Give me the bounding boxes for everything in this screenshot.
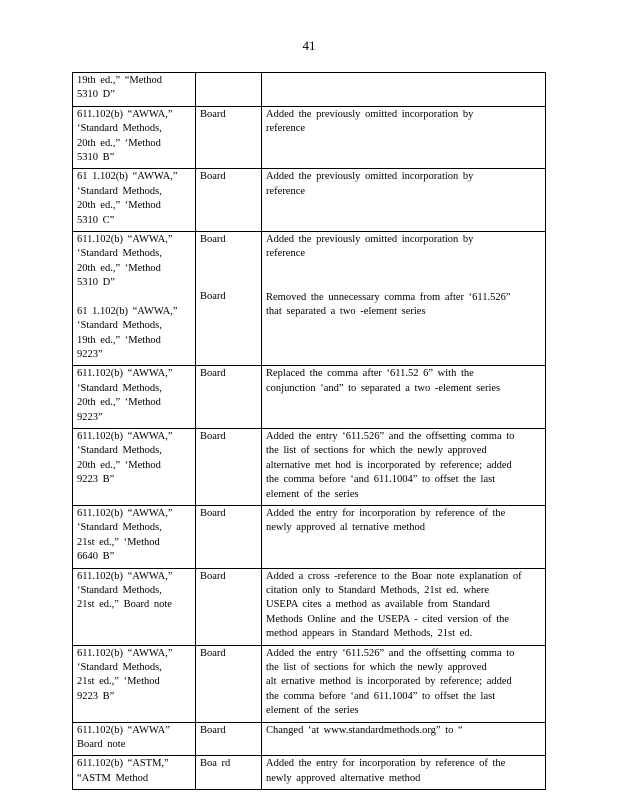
section-cell: 611.102(b) “ASTM,” “ASTM Method <box>73 756 196 790</box>
change-cell <box>262 232 546 366</box>
table-row <box>73 169 546 232</box>
table-row <box>73 722 546 756</box>
change-cell: Added the entry for incorporation by reference of the newly approved al ternative method <box>262 505 546 568</box>
table-row <box>73 568 546 645</box>
agency-cell: Board <box>196 505 262 568</box>
change-text: Added the previously omitted incorporation by reference <box>266 234 474 260</box>
table-row <box>73 645 546 722</box>
agency-cell: Board <box>196 568 262 645</box>
agency-cell <box>196 73 262 107</box>
table-row <box>73 505 546 568</box>
changes-table <box>72 72 546 790</box>
section-cell: 611.102(b) “AWWA,” ‘Standard Methods, 20th ed.,” ‘Method 9223 B” <box>73 428 196 505</box>
change-cell: Added the entry for incorporation by reference of the newly approved alternative method <box>262 756 546 790</box>
agency-text: Board <box>200 234 226 246</box>
section-cell: 611.102(b) “AWWA,” ‘Standard Methods, 21st ed.,” ‘Method 9223 B” <box>73 645 196 722</box>
agency-cell <box>196 232 262 366</box>
section-cell: 19th ed.,” “Method 5310 D” <box>73 73 196 107</box>
change-text-2: Removed the unnecessary comma from after ‘611.526” that separated a two -element series <box>266 291 511 318</box>
change-cell: Added the previously omitted incorporation by reference <box>262 169 546 232</box>
agency-cell: Boa rd <box>196 756 262 790</box>
section-cell: 611.102(b) “AWWA” Board note <box>73 722 196 756</box>
agency-cell: Board <box>196 366 262 429</box>
table-row <box>73 756 546 790</box>
agency-cell: Board <box>196 722 262 756</box>
table-row <box>73 106 546 169</box>
table-row <box>73 232 546 366</box>
change-cell: Changed ‘at www.standardmethods.org” to “ <box>262 722 546 756</box>
section-cell: 61 1.102(b) “AWWA,” ‘Standard Methods, 20th ed.,” ‘Method 5310 C” <box>73 169 196 232</box>
change-cell: Added the entry ‘611.526” and the offsetting comma to the list of sections for which the newly approved alternative met hod is incorporated by reference; added the comma before ‘and 611.1004” to offset the last element of the series <box>262 428 546 505</box>
agency-cell: Board <box>196 106 262 169</box>
change-cell: Replaced the comma after ‘611.52 6” with the conjunction ‘and” to separated a two -element series <box>262 366 546 429</box>
section-cell: 611.102(b) “AWWA,” ‘Standard Methods, 20th ed.,” ‘Method 9223” <box>73 366 196 429</box>
agency-cell: Board <box>196 645 262 722</box>
section-cell: 611.102(b) “AWWA,” ‘Standard Methods, 21st ed.,” Board note <box>73 568 196 645</box>
change-cell: Added the previously omitted incorporation by reference <box>262 106 546 169</box>
section-cell <box>73 232 196 366</box>
table-row <box>73 73 546 107</box>
agency-text-2: Board <box>200 291 226 303</box>
table-row <box>73 366 546 429</box>
change-cell <box>262 73 546 107</box>
section-text: 611.102(b) “AWWA,” ‘Standard Methods, 20th ed.,” ‘Method 5310 D” <box>77 234 173 289</box>
table-row <box>73 428 546 505</box>
section-cell: 611.102(b) “AWWA,” ‘Standard Methods, 21st ed.,” ‘Method 6640 B” <box>73 505 196 568</box>
section-text-2: 61 1.102(b) “AWWA,” ‘Standard Methods, 19th ed.,” ‘Method 9223” <box>77 305 178 360</box>
section-cell: 611.102(b) “AWWA,” ‘Standard Methods, 20th ed.,” ‘Method 5310 B” <box>73 106 196 169</box>
change-cell: Added a cross -reference to the Boar note explanation of citation only to Standard Methods, 21st ed. where USEPA cites a method as available from Standard Methods Online and the USEPA - cited version of the method appears in Standard Methods, 21st ed. <box>262 568 546 645</box>
change-cell: Added the entry ‘611.526” and the offsetting comma to the list of sections for which the newly approved alt ernative method is incorporated by reference; added the comma before ‘and 611.1004” to offset the last element of the series <box>262 645 546 722</box>
agency-cell: Board <box>196 428 262 505</box>
page-number: 41 <box>302 38 316 53</box>
agency-cell: Board <box>196 169 262 232</box>
